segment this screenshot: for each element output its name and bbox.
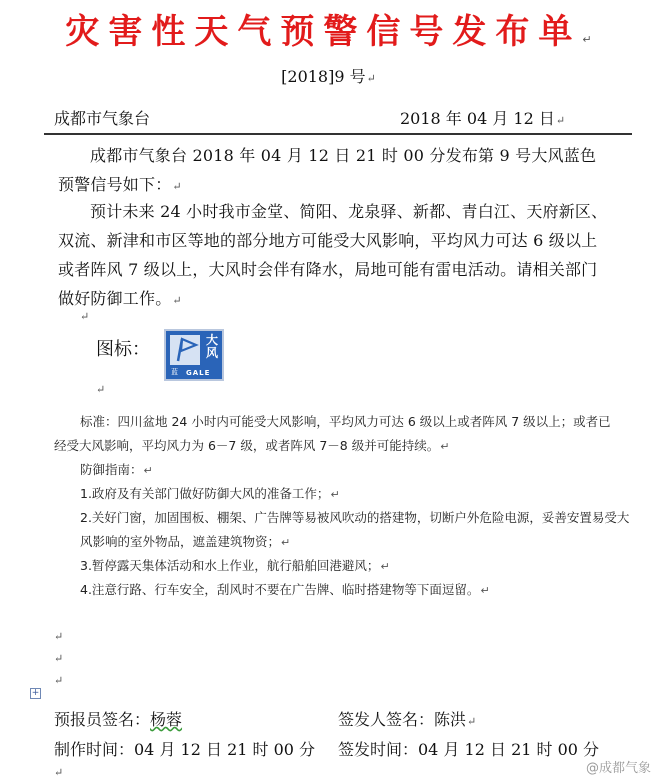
paragraph-mark: ↵ [96, 383, 106, 396]
paragraph-mark: ↵ [80, 310, 90, 323]
header-divider [44, 133, 632, 135]
issue-date: 2018 年 04 月 12 日↵ [400, 109, 566, 128]
guide-item: 2.关好门窗，加固围板、棚架、广告牌等易被风吹动的搭建物，切断户外危险电源，妥善安置易受大风影响的室外物品，遮盖建筑物资；↵ [80, 510, 630, 549]
icon-text-gale-cn: 大风 [205, 333, 218, 360]
icon-text-gale-en: GALE [186, 369, 211, 377]
gale-blue-warning-icon [164, 329, 224, 381]
issuer-org: 成都市气象台 [54, 109, 151, 128]
watermark: @成都气象 [585, 761, 651, 776]
body-paragraph-1: 成都市气象台 2018 年 04 月 12 日 21 时 00 分发布第 9 号大风蓝色预警信号如下：↵ [58, 146, 597, 194]
made-time: 制作时间：04 月 12 日 21 时 00 分 [54, 740, 316, 759]
signer-name: 陈洪 [434, 710, 467, 729]
issued-time: 签发时间：04 月 12 日 21 时 00 分 [338, 740, 600, 759]
body-paragraph-2: 预计未来 24 小时我市金堂、简阳、龙泉驿、新都、青白江、天府新区、双流、新津和市区等地的部分地方可能受大风影响，平均风力可达 6 级以上或者阵风 7 级以上，大风时会伴有降水，局地可能有雷电活动。请相关部门做好防御工作。↵ [58, 202, 608, 308]
reporter-signature: 预报员签名：杨蓉 [54, 710, 183, 729]
signer-signature: 签发人签名：陈洪↵ [338, 710, 477, 729]
guide-item: 1.政府及有关部门做好防御大风的准备工作；↵ [80, 486, 340, 501]
reporter-name: 杨蓉 [150, 710, 183, 729]
paragraph-mark: ↵ [54, 766, 64, 779]
icon-label: 图标： [96, 339, 150, 360]
guide-item: 4.注意行路、行车安全，刮风时不要在广告牌、临时搭建物等下面逗留。↵ [80, 582, 490, 597]
paragraph-mark: ↵ [54, 674, 64, 687]
doc-number: [2018]9 号↵ [281, 67, 376, 86]
warning-standard: 标准：四川盆地 24 小时内可能受大风影响，平均风力可达 6 级以上或者阵风 7 级以上；或者已经受大风影响，平均风力为 6－7 级，或者阵风 7－8 级并可能持续。↵ [54, 414, 611, 453]
guide-title: 防御指南：↵ [80, 462, 153, 477]
guide-item: 3.暂停露天集体活动和水上作业，航行船舶回港避风；↵ [80, 558, 390, 573]
flag-icon [170, 335, 200, 365]
table-move-handle-icon[interactable]: + [31, 688, 40, 698]
document-title: 灾害性天气预警信号发布单↵ [65, 12, 592, 52]
paragraph-mark: ↵ [54, 652, 64, 665]
paragraph-mark: ↵ [54, 630, 64, 643]
icon-text-level: 蓝 [171, 368, 178, 376]
